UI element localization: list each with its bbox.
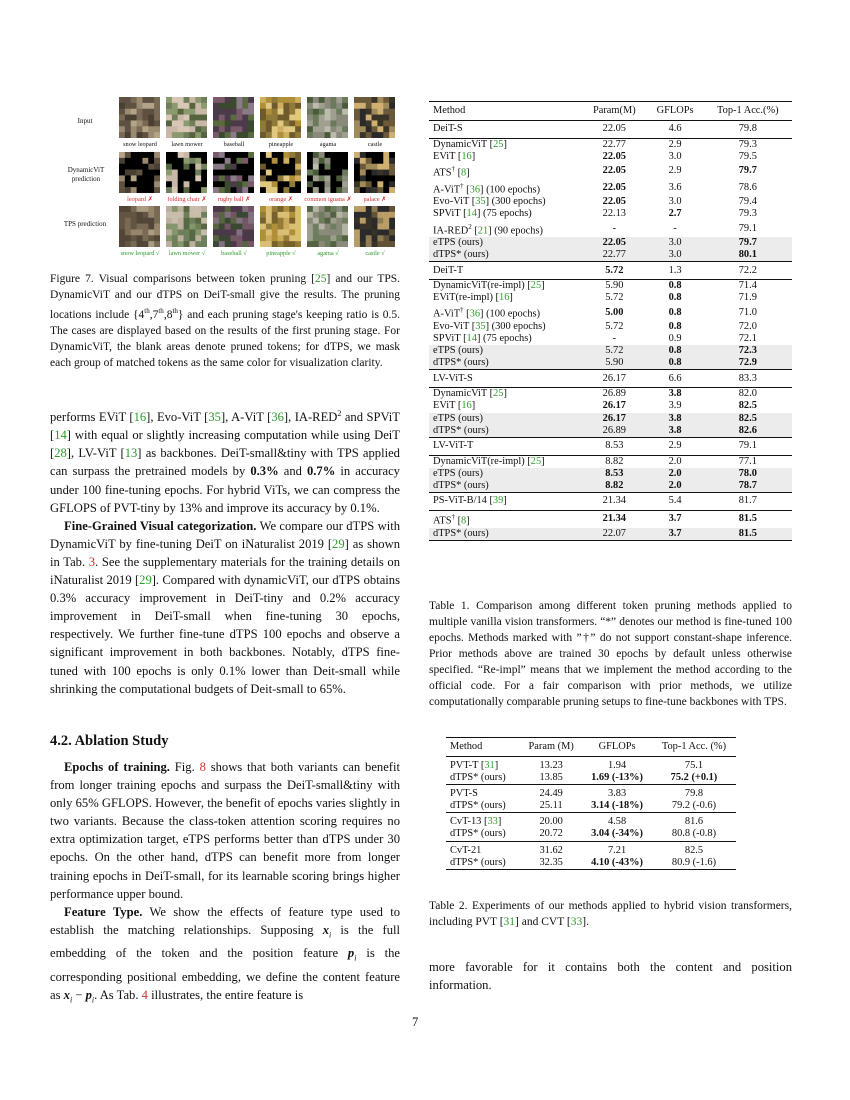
cell-acc: 79.8 (738, 123, 757, 135)
cell-param: 13.85 (539, 772, 563, 784)
table-1-caption: Table 1. Comparison among different token pruning methods applied to multiple vanilla vision transformers. “*” denotes our method is fine-tuned 100 epochs. Methods marked with ”†” do not support constant-shape inference. Prior methods above are trained 30 epochs by default unless otherwise specified. “Re-impl” means that we implement the method according to the official code. For a fair comparison with prior methods, we utilize computationally comparable pruning setups to fine-tune backbones with TPS. (429, 600, 792, 708)
header-gflops: GFLOPs (656, 104, 694, 116)
thumbnail-label-input-6: castle (367, 141, 383, 148)
thumbnail-label-dynamicvit-5: common iguana ✗ (304, 196, 352, 203)
cell-gflops: 0.8 (647, 357, 704, 370)
cell-method: ATS† [8] (433, 165, 470, 179)
table-row (446, 841, 736, 857)
table-1-grid (429, 101, 792, 541)
table-row-baseline (429, 437, 792, 455)
cell-method: dTPS* (ours) (429, 357, 582, 370)
cell-param: 26.17 (602, 400, 627, 412)
cell-gflops: 2.9 (668, 139, 682, 150)
right-column-text: more favorable for it contains both the content and position information. (429, 960, 792, 993)
cell-acc: 81.7 (738, 495, 757, 507)
table-header-row (446, 738, 736, 757)
thumbnail-label-input-3: baseball (223, 141, 245, 148)
cell-gflops: 3.8 (647, 413, 704, 425)
figure-7 (50, 92, 400, 267)
table-row (429, 208, 792, 220)
table-row (429, 292, 792, 304)
cell-method: EViT [16] (433, 151, 476, 163)
header-method: Method (450, 740, 483, 752)
cell-gflops: 3.7 (668, 513, 682, 525)
thumbnail-label-tps-4: pineapple √ (266, 250, 296, 257)
cell-method: LV-ViT-T (433, 440, 474, 452)
cell-gflops: 1.3 (668, 264, 682, 276)
cell-gflops: 2.0 (647, 468, 704, 480)
cell-gflops: 2.9 (668, 165, 682, 177)
thumbnail-label-dynamicvit-6: palace ✗ (363, 196, 387, 203)
cell-param: 8.82 (582, 480, 646, 493)
cell-acc: 80.8 (-0.8) (671, 828, 717, 840)
table-1 (429, 101, 792, 541)
table-2 (446, 737, 736, 870)
cell-method: IA-RED$^2$ [21] (90 epochs) (433, 222, 543, 236)
cell-param: 26.17 (602, 372, 627, 384)
table-row-baseline (429, 493, 792, 511)
header-gflops: GFLOPs (598, 740, 636, 752)
table-row (429, 139, 792, 152)
table-row (446, 828, 736, 841)
cell-method: CvT-21 (450, 844, 482, 856)
header-acc: Top-1 Acc.(%) (717, 104, 779, 116)
cell-param: 8.82 (605, 455, 624, 467)
cell-method: A-ViT† [36] (100 epochs) (433, 306, 541, 320)
cell-acc: 79.2 (-0.6) (671, 800, 717, 812)
cell-method: eTPS (ours) (429, 345, 582, 357)
cell-method: DeiT-S (433, 123, 463, 135)
cell-gflops: 3.0 (668, 151, 682, 163)
cell-param: 20.00 (539, 816, 563, 828)
cell-acc: 77.1 (738, 455, 757, 467)
table-row-ours (429, 413, 792, 425)
cell-param: 8.53 (605, 440, 624, 452)
page-number: 7 (412, 1015, 419, 1029)
cell-method: eTPS (ours) (429, 468, 582, 480)
cell-acc: 72.2 (738, 264, 757, 276)
cell-acc: 72.9 (704, 357, 792, 370)
table-row (429, 280, 792, 293)
cell-method: dTPS* (ours) (450, 800, 506, 812)
cell-acc: 78.7 (704, 480, 792, 493)
cell-gflops: 0.8 (647, 345, 704, 357)
table-row-ours (429, 237, 792, 249)
cell-acc: 72.0 (738, 321, 757, 332)
cell-method: ATS† [8] (433, 513, 470, 527)
header-acc: Top-1 Acc. (%) (661, 740, 727, 752)
paragraph-feature-type: Feature Type. We show the effects of feature type used to establish the matching relationships. Supposing $x_i$ is the full embedding of the token and the position feature $p_i$ is the corresponding positional embedding, we define the content feature as $x_i - p_i$. As Tab. 4 illustrates, the entire feature is (50, 904, 401, 1005)
left-column-text-2 (50, 758, 400, 1010)
cell-param: 22.77 (582, 249, 646, 262)
cell-method: A-ViT† [36] (100 epochs) (433, 181, 541, 196)
table-row (429, 304, 792, 321)
cell-param: 5.90 (582, 357, 646, 370)
cell-method: eTPS (ours) (429, 237, 582, 249)
left-column-text (50, 405, 400, 698)
cell-param: 22.05 (602, 165, 627, 177)
table-row (446, 757, 736, 773)
cell-acc: 71.9 (738, 292, 757, 304)
cell-method: eTPS (ours) (429, 413, 582, 425)
table-row-ours (429, 345, 792, 357)
cell-param: 21.34 (602, 513, 627, 525)
cell-method: DynamicViT(re-impl) [25] (433, 280, 545, 292)
cell-param: 13.23 (539, 760, 563, 771)
cell-method: EViT [16] (433, 400, 476, 412)
cell-param: 5.72 (605, 321, 624, 332)
cell-acc: 82.5 (704, 413, 792, 425)
table-row (429, 333, 792, 345)
cell-gflops: 3.83 (607, 788, 627, 800)
table-row (429, 400, 792, 412)
cell-param: 22.13 (602, 208, 627, 220)
cell-method: PVT-S (450, 788, 478, 800)
cell-acc: 79.7 (704, 237, 792, 249)
cell-method: EViT(re-impl) [16] (433, 292, 513, 304)
paragraph-epochs: Epochs of training. Fig. 8 shows that both variants can benefit from longer training epochs and surpass the DeiT-small&tiny with only 65% GFLOPS. However, the benefit of epochs varies slightly in two variants. Because the class-token attention scoring requires no extra optimization target, eTPS performs better than dTPS under 30 epochs. On the other hand, dTPS can benefit more from longer training epochs in DeiT-small, for its learnable scoring brings higher performance upper bound. (50, 760, 401, 901)
cell-acc: 75.1 (684, 760, 704, 771)
cell-gflops: 3.6 (668, 181, 682, 193)
cell-param: 22.05 (602, 123, 627, 135)
cell-gflops: 2.9 (668, 440, 682, 452)
cell-acc: 79.4 (738, 196, 757, 208)
cell-param: 5.72 (605, 264, 624, 276)
cell-acc: 72.1 (738, 333, 757, 345)
cell-param: 8.53 (582, 468, 646, 480)
cell-param: 5.90 (605, 280, 624, 292)
thumbnail-label-input-4: pineapple (268, 141, 294, 148)
cell-method: dTPS* (ours) (450, 828, 506, 840)
cell-gflops: 0.9 (668, 333, 682, 345)
table-row (429, 163, 792, 180)
table-row (429, 455, 792, 468)
cell-method: DynamicViT(re-impl) [25] (433, 455, 545, 467)
cell-gflops: 3.8 (647, 425, 704, 438)
cell-method: PS-ViT-B/14 [39] (433, 495, 507, 507)
cell-acc: 81.5 (738, 513, 757, 525)
table-row (446, 772, 736, 785)
table-header-row (429, 102, 792, 121)
cell-gflops: 2.0 (668, 455, 682, 467)
cell-method: DynamicViT [25] (433, 388, 507, 400)
cell-gflops: 1.94 (607, 760, 627, 771)
table-row-baseline (429, 370, 792, 388)
cell-method: DynamicViT [25] (433, 139, 507, 150)
cell-acc: 72.3 (704, 345, 792, 357)
cell-gflops: 3.8 (668, 388, 682, 400)
cell-acc: 81.6 (684, 816, 704, 828)
thumbnail-label-tps-3: baseball √ (221, 250, 247, 257)
cell-gflops: 7.21 (607, 844, 627, 856)
cell-acc: 79.7 (738, 165, 757, 177)
thumbnail-label-input-5: agama (319, 141, 337, 148)
cell-gflops: 0.8 (668, 292, 682, 304)
table-row-ours (429, 425, 792, 438)
cell-param: 22.07 (582, 528, 646, 541)
table-row (446, 800, 736, 813)
row-label-tps: TPS prediction (63, 220, 107, 228)
cell-gflops: 3.7 (647, 528, 704, 541)
cell-gflops: 3.0 (647, 249, 704, 262)
cell-acc: 79.3 (738, 208, 757, 220)
cell-param: 22.05 (602, 151, 627, 163)
cell-acc: 71.0 (738, 306, 757, 318)
row-label-input: Input (77, 117, 93, 125)
cell-gflops: 4.6 (668, 123, 682, 135)
header-param: Param(M) (592, 104, 636, 116)
cell-param: 22.05 (602, 181, 627, 193)
table-row (429, 180, 792, 197)
table-row (446, 813, 736, 829)
cell-param: 26.89 (582, 425, 646, 438)
cell-param: 5.72 (605, 292, 624, 304)
cell-acc: 81.5 (704, 528, 792, 541)
cell-param: 24.49 (539, 788, 563, 800)
cell-acc: 82.5 (684, 844, 704, 856)
table-row (429, 511, 792, 528)
cell-gflops: 3.9 (668, 400, 682, 412)
cell-gflops: 4.10 (-43%) (591, 856, 644, 868)
cell-param: 32.35 (539, 856, 563, 868)
cell-method: DeiT-T (433, 264, 464, 276)
table-row (429, 151, 792, 163)
cell-acc: 75.2 (+0.1) (670, 772, 718, 784)
cell-method: PVT-T [31] (450, 760, 499, 771)
cell-param: 21.34 (602, 495, 627, 507)
table-row (446, 857, 736, 870)
cell-acc: 82.6 (704, 425, 792, 438)
header-method: Method (433, 104, 466, 116)
cell-method: SPViT [14] (75 epochs) (433, 208, 532, 220)
paragraph-fine-grained: Fine-Grained Visual categorization. We compare our dTPS with DynamicViT by fine-tuning DeiT on iNaturalist 2019 [29] as shown in Tab. 3. See the supplementary materials for the training details on iNaturalist 2019 [29]. Compared with dynamicViT, our dTPS obtains 0.3% accuracy improvement in DeiT-tiny and 0.2% accuracy improvement in DeiT-small when fine-tuning 30 epochs, respectively. We further fine-tune dTPS 100 epochs and observe a significant improvement in both backbones. Notably, dTPS fine-tuned with 100 epochs is only 0.1% lower than Deit-small while shrinking the computational budgets of Deit-small to 65%. (50, 518, 400, 696)
table-row (429, 388, 792, 401)
table-row (446, 785, 736, 801)
cell-method: dTPS* (ours) (429, 425, 582, 438)
thumbnail-label-dynamicvit-1: leopard ✗ (127, 196, 153, 203)
cell-param: 25.11 (539, 800, 563, 812)
cell-acc: 79.8 (684, 788, 704, 800)
cell-gflops: 5.4 (668, 495, 682, 507)
section-heading-ablation: 4.2. Ablation Study (50, 733, 169, 749)
cell-acc: 80.9 (-1.6) (671, 856, 717, 868)
cell-method: dTPS* (ours) (429, 249, 582, 262)
cell-gflops: 2.0 (647, 480, 704, 493)
table-row-ours (429, 357, 792, 370)
cell-param: 22.05 (602, 196, 627, 208)
thumbnail-label-dynamicvit-2: folding chair ✗ (167, 196, 207, 203)
thumbnail-label-tps-6: castle √ (365, 250, 385, 257)
cell-method: dTPS* (ours) (450, 772, 506, 784)
header-param: Param (M) (528, 740, 574, 752)
cell-gflops: 4.58 (607, 816, 627, 828)
cell-acc: 71.4 (738, 280, 757, 292)
cell-method: dTPS* (ours) (429, 480, 582, 493)
cell-method: Evo-ViT [35] (300 epochs) (433, 321, 546, 332)
cell-gflops: 0.8 (668, 280, 682, 292)
cell-acc: 79.1 (738, 440, 757, 452)
cell-gflops: 0.8 (668, 321, 682, 332)
cell-param: 5.72 (582, 345, 646, 357)
thumbnail-label-tps-5: agama √ (317, 250, 339, 257)
cell-gflops: 3.0 (668, 196, 682, 208)
cell-param: - (612, 222, 617, 234)
cell-param: 31.62 (539, 844, 563, 856)
table-row-ours (429, 528, 792, 541)
thumbnail-label-dynamicvit-3: rugby ball ✗ (217, 196, 251, 203)
cell-param: 26.89 (602, 388, 627, 400)
thumbnail-label-input-1: snow leopard (123, 141, 157, 148)
cell-acc: 78.0 (704, 468, 792, 480)
cell-acc: 79.5 (738, 151, 757, 163)
cell-gflops: 3.0 (647, 237, 704, 249)
table-row (429, 221, 792, 238)
cell-gflops: 0.8 (668, 306, 682, 318)
cell-method: CvT-13 [33] (450, 816, 502, 828)
cell-method: Evo-ViT [35] (300 epochs) (433, 196, 546, 208)
cell-acc: 79.3 (738, 139, 757, 150)
cell-param: - (612, 333, 617, 345)
table-row-baseline (429, 121, 792, 139)
cell-acc: 82.0 (738, 388, 757, 400)
thumbnail-label-tps-1: snow leopard √ (120, 250, 160, 257)
cell-method: dTPS* (ours) (429, 528, 582, 541)
table-row-ours (429, 480, 792, 493)
cell-gflops: 3.04 (-34%) (591, 828, 644, 840)
cell-gflops: 1.69 (-13%) (591, 772, 644, 784)
table-row-ours (429, 249, 792, 262)
cell-param: 22.77 (602, 139, 627, 150)
table-row (429, 321, 792, 333)
table-2-grid (446, 737, 736, 870)
cell-gflops: 3.14 (-18%) (591, 800, 644, 812)
cell-method: LV-ViT-S (433, 372, 473, 384)
cell-acc: 78.6 (738, 181, 757, 193)
table-row-ours (429, 468, 792, 480)
cell-param: 5.00 (605, 306, 624, 318)
cell-method: SPViT [14] (75 epochs) (433, 333, 532, 345)
figure-7-caption: Figure 7. Visual comparisons between token pruning [25] and our TPS. DynamicViT and our dTPS on DeiT-small give the results. The pruning locations include {4th,7th,8th} and each pruning stage's keeping ratio is 0.5. The cases are displayed based on the results of the first pruning stage. For DynamicViT, the blank areas denote pruned tokens; for dTPS, we mask each group of matched tokens as the same color for visualization clarity. (50, 273, 401, 369)
cell-param: 26.17 (582, 413, 646, 425)
cell-method: dTPS* (ours) (450, 856, 506, 868)
table-row (429, 196, 792, 208)
thumbnail-label-dynamicvit-4: orange ✗ (269, 196, 293, 203)
cell-acc: 83.3 (738, 372, 757, 384)
table-row-baseline (429, 262, 792, 280)
cell-acc: 82.5 (738, 400, 757, 412)
cell-gflops: 2.7 (668, 208, 682, 220)
cell-param: 20.72 (539, 828, 563, 840)
table-2-caption: Table 2. Experiments of our methods applied to hybrid vision transformers, including PVT [31] and CVT [33]. (429, 900, 792, 928)
cell-acc: 80.1 (704, 249, 792, 262)
cell-gflops: - (673, 222, 677, 234)
cell-acc: 79.1 (738, 222, 757, 234)
thumbnail-label-tps-2: lawn mower √ (168, 250, 206, 257)
cell-param: 22.05 (582, 237, 646, 249)
thumbnail-label-input-2: lawn mower (171, 141, 203, 148)
row-label-dynamicvit: DynamicViT prediction (67, 166, 105, 183)
cell-gflops: 6.6 (668, 372, 682, 384)
paragraph-results: performs EViT [16], Evo-ViT [35], A-ViT [36], IA-RED$^2$ and SPViT [14] with equal or slightly increasing computation while using DeiT [28], LV-ViT [13] as backbones. DeiT-small&tiny with TPS applied can surpass the pretrained models by 0.3% and 0.7% in accuracy under 100 fine-tuning epochs. For hybrid ViTs, we can compress the GFLOPS of PVT-tiny by 13% and improve its accuracy by 0.1%. (50, 409, 400, 515)
